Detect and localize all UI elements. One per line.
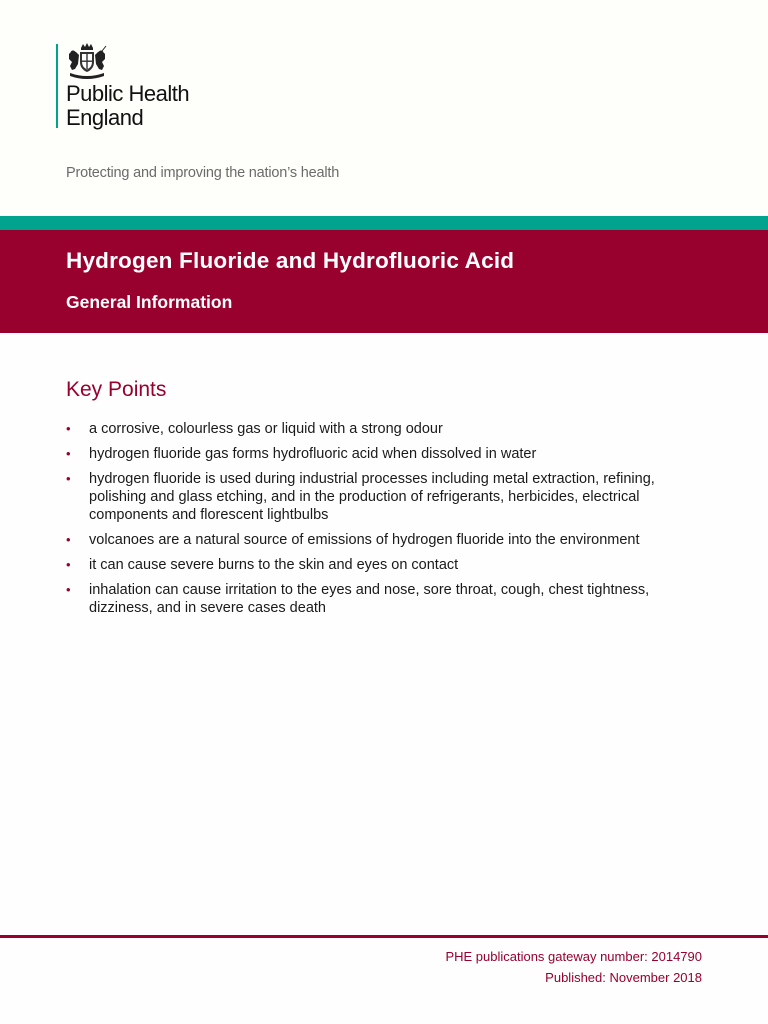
bullet-icon: •	[66, 471, 71, 486]
key-point-item	[66, 556, 716, 574]
key-point-text: hydrogen fluoride gas forms hydrofluoric acid when dissolved in water	[89, 446, 537, 462]
key-point-text: it can cause severe burns to the skin and eyes on contact	[89, 557, 459, 573]
logo-divider	[56, 44, 58, 128]
organisation-name: Public Health England	[66, 81, 190, 130]
key-point-item	[66, 470, 716, 524]
key-point-text: a corrosive, colourless gas or liquid with a strong odour	[89, 421, 443, 437]
bullet-icon: •	[66, 446, 71, 461]
document-header	[0, 0, 768, 216]
key-point-text: hydrogen fluoride is used during industrial processes including metal extraction, refining, polishing and glass etching, and in the production of refrigerants, herbicides, electrical components and florescent lightbulbs	[89, 471, 655, 523]
bullet-icon: •	[66, 421, 71, 436]
bullet-icon: •	[66, 582, 71, 597]
document-subtitle: General Information	[66, 292, 233, 312]
key-points-heading: Key Points	[66, 378, 167, 401]
key-point-item	[66, 581, 716, 617]
title-band	[0, 230, 768, 333]
document-title: Hydrogen Fluoride and Hydrofluoric Acid	[66, 248, 515, 273]
royal-coat-of-arms-icon	[64, 42, 110, 82]
teal-accent-bar	[0, 216, 768, 230]
gateway-number: PHE publications gateway number: 2014790	[445, 949, 702, 964]
key-point-text: volcanoes are a natural source of emissions of hydrogen fluoride into the environment	[89, 532, 640, 548]
key-points-list	[66, 420, 716, 624]
bullet-icon: •	[66, 532, 71, 547]
published-date: Published: November 2018	[545, 970, 702, 985]
key-point-item	[66, 445, 716, 463]
key-point-item	[66, 531, 716, 549]
bullet-icon: •	[66, 557, 71, 572]
footer-divider	[0, 935, 768, 938]
tagline: Protecting and improving the nation’s health	[66, 165, 340, 181]
key-point-text: inhalation can cause irritation to the eyes and nose, sore throat, cough, chest tightness, dizziness, and in severe cases death	[89, 582, 650, 616]
key-point-item	[66, 420, 716, 438]
